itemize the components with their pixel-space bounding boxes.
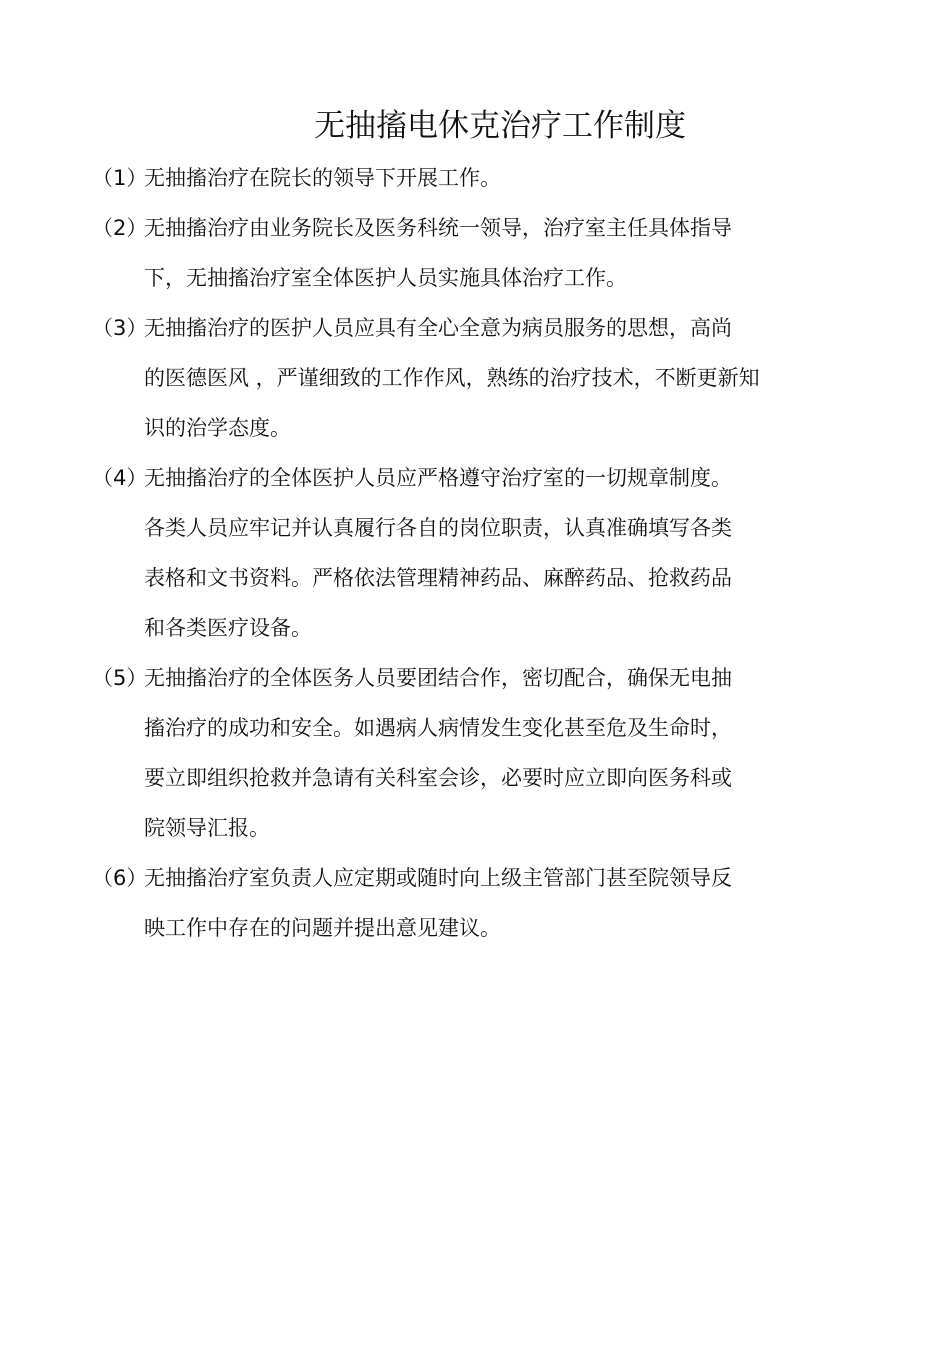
clause-line: 无抽搐治疗的全体医护人员应严格遵守治疗室的一切规章制度。 [144, 466, 732, 490]
clause-line: 无抽搐治疗的医护人员应具有全心全意为病员服务的思想，高尚 [144, 316, 732, 340]
clause-list [92, 153, 832, 953]
clause-line: 下，无抽搐治疗室全体医护人员实施具体治疗工作。 [144, 266, 627, 290]
clause-line: 各类人员应牢记并认真履行各自的岗位职责，认真准确填写各类 [144, 516, 732, 540]
clause-item [92, 303, 832, 453]
document-title: 无抽搐电休克治疗工作制度 [314, 108, 686, 144]
clause-line: 无抽搐治疗在院长的领导下开展工作。 [144, 166, 501, 190]
clause-number: （5） [92, 666, 148, 690]
clause-line: 的医德医风 ，严谨细致的工作作风，熟练的治疗技术，不断更新知 [144, 366, 760, 390]
clause-item [92, 653, 832, 853]
clause-line: 搐治疗的成功和安全。如遇病人病情发生变化甚至危及生命时， [144, 716, 732, 740]
clause-line: 院领导汇报。 [144, 816, 270, 840]
clause-number: （4） [92, 466, 148, 490]
clause-item [92, 853, 832, 953]
clause-item [92, 153, 832, 203]
clause-item [92, 203, 832, 303]
clause-number: （2） [92, 216, 148, 240]
clause-line: 要立即组织抢救并急请有关科室会诊，必要时应立即向医务科或 [144, 766, 732, 790]
clause-line: 表格和文书资料。严格依法管理精神药品、麻醉药品、抢救药品 [144, 566, 732, 590]
clause-line: 识的治学态度。 [144, 416, 291, 440]
clause-number: （3） [92, 316, 148, 340]
clause-number: （6） [92, 866, 148, 890]
clause-line: 无抽搐治疗室负责人应定期或随时向上级主管部门甚至院领导反 [144, 866, 732, 890]
clause-line: 无抽搐治疗由业务院长及医务科统一领导，治疗室主任具体指导 [144, 216, 732, 240]
clause-line: 无抽搐治疗的全体医务人员要团结合作，密切配合，确保无电抽 [144, 666, 732, 690]
clause-line: 映工作中存在的问题并提出意见建议。 [144, 916, 501, 940]
clause-number: （1） [92, 166, 148, 190]
clause-line: 和各类医疗设备。 [144, 616, 312, 640]
clause-item [92, 453, 832, 653]
